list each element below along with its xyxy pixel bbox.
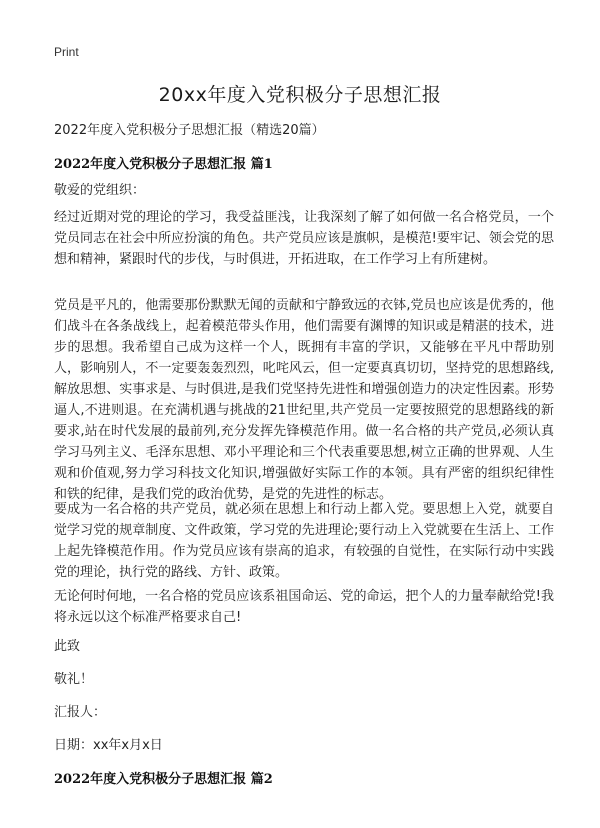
section-heading-2: 2022年度入党积极分子思想汇报 篇2 [54, 772, 273, 787]
closing-respect: 敬礼！ [54, 672, 94, 687]
paragraph-3: 要成为一名合格的共产党员，就必须在思想上和行动上都入党。要思想上入党，就要自觉学习党的规章制度、文件政策，学习党的先进理论;要行动上入党就要在生活上、工作上起先锋模范作用。作为党员应该有崇高的追求，有较强的自觉性，在实际行动中实践党的理论，执行党的路线、方针、政策。 [54, 502, 554, 580]
greeting: 敬爱的党组织： [54, 183, 146, 198]
paragraph-1: 经过近期对党的理论的学习，我受益匪浅，让我深刻了解了如何做一名合格党员，一个党员同志在社会中所应扮演的角色。共产党员应该是旗帜，是模范!要牢记、领会党的思想和精神，紧跟时代的步伐，与时俱进，开拓进取，在工作学习上有所建树。 [54, 210, 554, 267]
print-label[interactable]: Print [54, 45, 79, 59]
report-date: 日期：xx年x月x日 [54, 738, 163, 753]
closing-salutation: 此致 [54, 639, 81, 654]
reporter-label: 汇报人： [54, 705, 107, 720]
section-heading-1: 2022年度入党积极分子思想汇报 篇1 [54, 157, 273, 172]
page-title: 20xx年度入党积极分子思想汇报 [158, 84, 442, 106]
paragraph-4: 无论何时何地，一名合格的党员应该系祖国命运、党的命运，把个人的力量奉献给党!我将永远以这个标准严格要求自己! [54, 589, 554, 625]
document-subtitle: 2022年度入党积极分子思想汇报（精选20篇） [54, 123, 325, 138]
paragraph-2: 党员是平凡的，他需要那份默默无闻的贡献和宁静致远的衣钵,党员也应该是优秀的，他们战斗在各条战线上，起着模范带头作用，他们需要有渊博的知识或是精湛的技术，进步的思想。我希望自己成为这样一个人，既拥有丰富的学识，又能够在平凡中帮助别人，影响别人，不一定要轰轰烈烈，叱咤风云，但一定要真真切切，坚持党的思想路线,解放思想、实事求是、与时俱进,是我们党坚持先进性和增强创造力的决定性因素。形势逼人,不进则退。在充满机遇与挑战的21世纪里,共产党员一定要按照党的思想路线的新要求,站在时代发展的最前列,充分发挥先锋模范作用。做一名合格的共产党员,必须认真学习马列主义、毛泽东思想、邓小平理论和三个代表重要思想,树立正确的世界观、人生观和价值观,努力学习科技文化知识,增强做好实际工作的本领。具有严密的组织纪律性和铁的纪律，是我们党的政治优势，是党的先进性的标志。 [54, 298, 554, 502]
